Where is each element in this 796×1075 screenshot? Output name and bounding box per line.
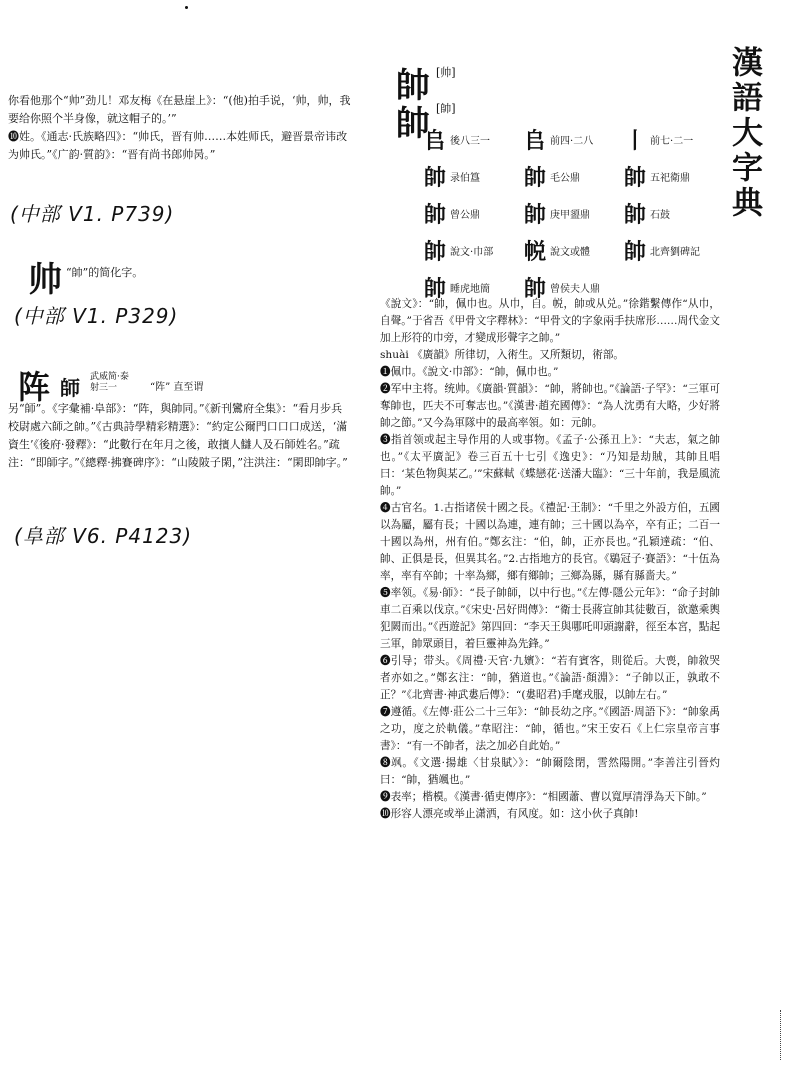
body-para-9: ❼遵循。《左傳·莊公二十三年》：“帥長幼之序。”《國語·周語下》：“帥象禹之功，度之於軌儀。”韋昭注：“帥，循也。”宋王安石《上仁宗皇帝言事書》：“有一不帥者，法之加必自此始。” xyxy=(380,706,720,752)
form-11 xyxy=(524,235,624,266)
form-5 xyxy=(524,161,624,192)
form-label: 庚甲盨鼎 xyxy=(550,210,591,221)
head-char-2: 帥 xyxy=(396,104,430,144)
form-label: 說文·巾部 xyxy=(450,247,494,258)
form-glyph: 帥 xyxy=(424,240,447,265)
form-6 xyxy=(624,161,724,192)
entry-char-variant: 阵 xyxy=(18,368,51,406)
form-glyph: 𠂤 xyxy=(524,129,547,154)
body-para-10: ❽飒。《文選·揚雄〈甘泉賦〉》：“帥爾陰閉，霅然陽開。”李善注引晉灼曰：“帥，猶颯也。” xyxy=(380,757,720,786)
form-2 xyxy=(524,124,624,155)
form-label: 睡虎地簡 xyxy=(450,284,491,295)
form-4 xyxy=(424,161,524,192)
handwritten-note-1: (中部 V1. P739) xyxy=(10,202,175,226)
form-label: 曾公鼎 xyxy=(450,210,481,221)
scan-edge-mark xyxy=(778,1010,781,1060)
form-label: 毛公鼎 xyxy=(550,173,581,184)
body-para-3: ❶佩巾。《說文·巾部》：“帥，佩巾也。” xyxy=(380,366,559,378)
form-12 xyxy=(624,235,724,266)
scan-speck xyxy=(185,6,188,9)
form-label: 前四·二八 xyxy=(550,136,594,147)
form-glyph: 帥 xyxy=(424,277,447,302)
form-label: 石鼓 xyxy=(650,210,671,221)
form-3 xyxy=(624,124,724,155)
entry-char-shuai-simplified: 帅 xyxy=(28,260,62,300)
body-para-1: 《說文》：“帥，佩巾也。从巾，自。帨，帥或从兑。”徐鍇繫傳作“从巾，自聲。”于省吾《甲骨文字釋林》：“甲骨文的字象兩手扶席形……周代金文加上形符的巾旁，才變成形聲字之帥。” xyxy=(380,298,720,344)
form-glyph: 帥 xyxy=(624,203,647,228)
form-glyph: 帥 xyxy=(424,203,447,228)
left-paragraph-3: 另“師”。《字彙補·阜部》：“阵，與帥同。”《新刊鸞府全集》：“看月步兵校尉處六師之帥。”《古典詩學精彩精選》：“約定公爾門口口口成送，‘滿資生’《後府·發釋》：“此數行在年月之後，敢擯人讎人及石師姓名。”疏注：“即師字。”《總釋·拂賽碑序》：“山陵陂子閑，”注洪注：“閑即帥字。” xyxy=(8,402,348,469)
source-label xyxy=(90,372,129,394)
dictionary-body xyxy=(380,296,720,823)
form-8 xyxy=(524,198,624,229)
form-label: 後八三一 xyxy=(450,136,491,147)
form-10 xyxy=(424,235,524,266)
body-para-5: ❸指首领或起主导作用的人或事物。《孟子·公孫丑上》：“夫志，氣之帥也。”《太平廣記》卷三百五十七引《逸史》：“乃知是劫賊，其帥且唱曰：‘某色物與某乙。’”宋蘇軾《蝶戀花·送潘大臨》：“三十年前，我是風流帥。” xyxy=(380,434,720,497)
handwritten-note-2: (中部 V1. P329) xyxy=(14,304,179,328)
form-glyph: 帥 xyxy=(424,166,447,191)
dictionary-title: 漢語大字典 xyxy=(726,46,762,221)
form-glyph: 帥 xyxy=(524,166,547,191)
source-line-1: 武威简·泰 xyxy=(90,372,129,382)
form-label: 說文或體 xyxy=(550,247,591,258)
head-char-2-tag: [帥] xyxy=(436,102,456,115)
source-tail: “阵” 直至谓 xyxy=(150,382,204,393)
body-para-12: ❿形容人漂亮或举止潇洒，有风度。如：这小伙子真帥! xyxy=(380,808,639,820)
handwritten-note-3: (阜部 V6. P4123) xyxy=(14,524,193,548)
form-label: 曾侯夫人鼎 xyxy=(550,284,601,295)
form-1 xyxy=(424,124,524,155)
entry-definition: “帥”的简化字。 xyxy=(66,266,144,279)
head-char-1-tag: [帅] xyxy=(436,66,456,79)
form-glyph: 帨 xyxy=(524,240,547,265)
body-para-11: ❾表率；楷模。《漢書·循吏傳序》：“相國蕭、曹以寬厚清淨為天下帥。” xyxy=(380,791,707,803)
form-label: 录伯簋 xyxy=(450,173,481,184)
form-label: 五祀衛鼎 xyxy=(650,173,691,184)
form-9 xyxy=(624,198,724,229)
form-glyph: 帥 xyxy=(624,166,647,191)
left-paragraph-2: ❿姓。《通志·氏族略四》：“帅氏，晋有帅……本姓师氏，避晋景帝讳改为帅氏。”《广韵·質韵》：“晋有尚书郎帅昺。” xyxy=(8,130,348,161)
seal-char: 師 xyxy=(60,376,80,400)
glyph-forms xyxy=(424,124,724,303)
form-label: 北齊劉碑記 xyxy=(650,247,701,258)
left-paragraph-1: 你看他那个“帅”劲儿！邓友梅《在悬崖上》：“(他)拍手说，‘帅，帅，我要给你照个半身像，就这帽子的。’” xyxy=(8,94,351,125)
form-glyph: 帥 xyxy=(524,277,547,302)
source-line-2: 射三一 xyxy=(90,383,118,393)
body-para-4: ❷军中主将。统帅。《廣韻·質韻》：“帥，將帥也。”《論語·子罕》：“三軍可奪帥也，匹夫不可奪志也。”《漢書·趙充國傳》：“為人沈勇有大略，少好將帥之節。”又今為軍隊中的最高率領。如：元帥。 xyxy=(380,383,720,429)
form-label: 前七·二一 xyxy=(650,136,694,147)
body-para-8: ❻引导；带头。《周禮·天官·九嬪》：“若有賓客，則從后。大喪，帥敘哭者亦如之。”鄭玄注：“帥，猶道也。”《論語·顏淵》：“子帥以正，孰敢不正？”《北齊書·神武婁后傳》：“(婁昭君)手麾戎服，以帥左右。” xyxy=(380,655,720,701)
form-glyph: 帥 xyxy=(624,240,647,265)
head-char-1: 帥 xyxy=(396,66,430,106)
form-glyph: 𠂤 xyxy=(424,129,447,154)
form-glyph: 帥 xyxy=(524,203,547,228)
form-7 xyxy=(424,198,524,229)
body-para-7: ❺率领。《易·師》：“長子帥師，以中行也。”《左傳·隱公元年》：“命子封帥車二百乘以伐京。”《宋史·呂好問傳》：“衛士長蔣宣帥其徒數百，欲邀乘輿犯闕而出。”《西遊記》第四回：“李天王與哪吒叩頭謝辭，徑至本宮，點起三軍，帥眾頭目，着巨靈神為先鋒。” xyxy=(380,587,720,650)
body-para-2: shuài 《廣韻》所律切，入術生。又所類切，術部。 xyxy=(380,349,625,361)
body-para-6: ❹古官名。1.古指诸侯十國之長。《禮記·王制》：“千里之外設方伯，五國以為屬，屬有長；十國以為連，連有帥；三十國以為卒，卒有正；二百一十國以為州，州有伯。”鄭玄注：“伯，帥，正亦長也。”孔穎達疏：“伯、帥、正俱是長，但異其名。”2.古指地方的長官。《鶡冠子·賽語》：“十伍為率，率有卒帥；十率為鄉，鄉有鄉帥；三鄉為縣，縣有縣嗇夫。” xyxy=(380,502,720,582)
form-glyph: 丨 xyxy=(624,129,647,154)
